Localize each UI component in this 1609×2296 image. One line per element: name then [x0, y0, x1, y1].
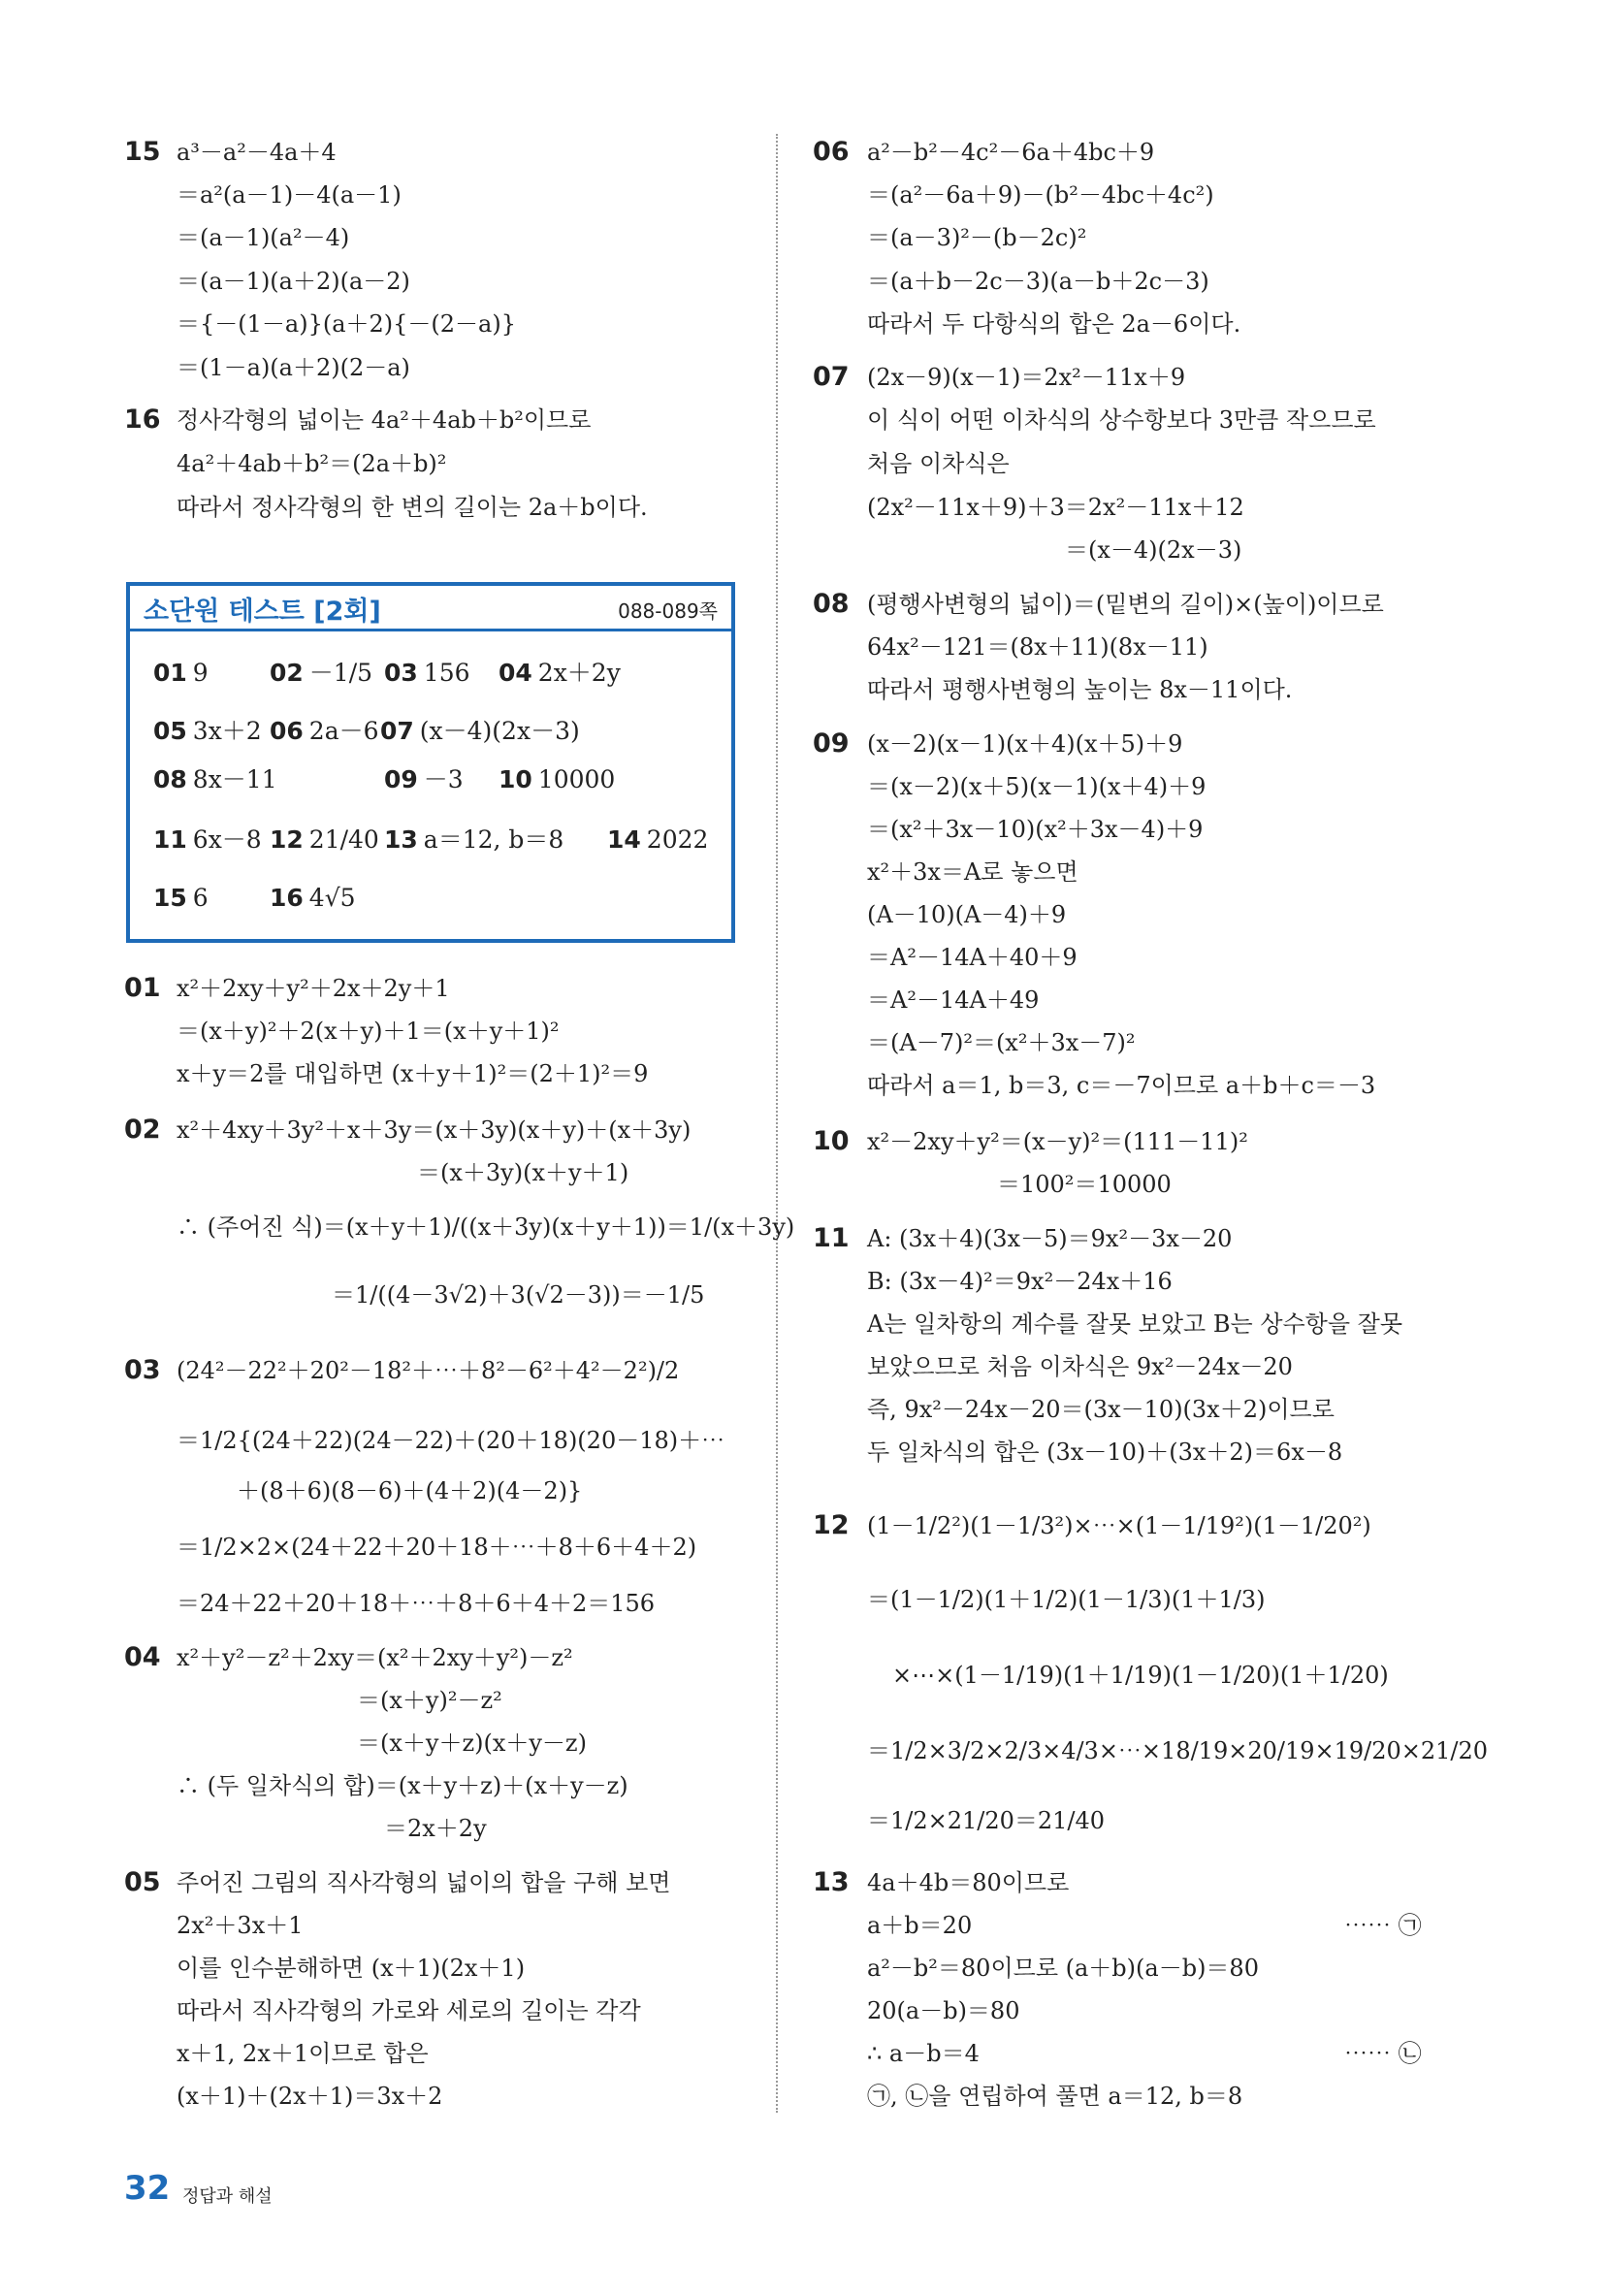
problem-number-12: 12 [813, 1510, 850, 1540]
solution-line: ＝(x－4)(2x－3) [1065, 536, 1242, 564]
solution-line: 따라서 평행사변형의 높이는 8x－11이다. [867, 676, 1293, 703]
problem-number-10: 10 [813, 1126, 850, 1156]
solution-line: ＝(x²＋3x－10)(x²＋3x－4)＋9 [867, 816, 1204, 843]
solution-line: ㉠, ㉡을 연립하여 풀면 a＝12, b＝8 [867, 2083, 1243, 2110]
solution-line: ＝1/((4－3√2)＋3(√2－3))＝－1/5 [332, 1281, 705, 1309]
solution-line: ＝24＋22＋20＋18＋⋯＋8＋6＋4＋2＝156 [177, 1590, 656, 1617]
solution-line: A는 일차항의 계수를 잘못 보았고 B는 상수항을 잘못 [867, 1310, 1403, 1338]
equation-mark-2: ⋯⋯ ㉡ [1344, 2040, 1422, 2067]
answer-item: 16 4√5 [270, 884, 356, 912]
solution-line: ＝(x＋y)²－z² [357, 1687, 502, 1714]
solution-line: 이 식이 어떤 이차식의 상수항보다 3만큼 작으므로 [867, 406, 1376, 434]
answer-item: 05 3x＋2 [153, 717, 262, 745]
answer-item: 08 8x－11 [153, 765, 277, 793]
solution-line: ＝(x－2)(x＋5)(x－1)(x＋4)＋9 [867, 773, 1207, 800]
solution-line: 처음 이차식은 [867, 450, 1010, 477]
solution-line: 정사각형의 넓이는 4a²＋4ab＋b²이므로 [177, 406, 592, 434]
box-title: 소단원 테스트 [2회] [144, 597, 381, 627]
solution-line: 따라서 직사각형의 가로와 세로의 길이는 각각 [177, 1997, 641, 2024]
problem-number-04: 04 [124, 1642, 161, 1672]
column-divider [776, 134, 778, 2113]
solution-line: ＋(8＋6)(8－6)＋(4＋2)(4－2)} [237, 1477, 583, 1504]
solution-line: ＝(x＋y)²＋2(x＋y)＋1＝(x＋y＋1)² [177, 1018, 560, 1045]
solution-line: ＝A²－14A＋40＋9 [867, 944, 1078, 971]
solution-line: x²＋4xy＋3y²＋x＋3y＝(x＋3y)(x＋y)＋(x＋3y) [177, 1116, 692, 1144]
solution-line: (2x－9)(x－1)＝2x²－11x＋9 [867, 364, 1186, 391]
solution-line: (2x²－11x＋9)＋3＝2x²－11x＋12 [867, 494, 1244, 521]
solution-line: (1－1/2²)(1－1/3²)×⋯×(1－1/19²)(1－1/20²) [867, 1512, 1371, 1539]
solution-line: ＝(A－7)²＝(x²＋3x－7)² [867, 1029, 1136, 1056]
answer-item: 06 2a－6 [270, 717, 379, 745]
solution-line: (x－2)(x－1)(x＋4)(x＋5)＋9 [867, 730, 1183, 758]
answer-item: 02 －1/5 [270, 659, 373, 687]
solution-line: ＝1/2×2×(24＋22＋20＋18＋⋯＋8＋6＋4＋2) [177, 1534, 697, 1561]
solution-line: ×⋯×(1－1/19)(1＋1/19)(1－1/20)(1＋1/20) [892, 1662, 1389, 1689]
solution-line: ＝(1－1/2)(1＋1/2)(1－1/3)(1＋1/3) [867, 1586, 1266, 1613]
unit-test-answer-box [126, 582, 735, 943]
solution-line: x²＋2xy＋y²＋2x＋2y＋1 [177, 975, 450, 1002]
solution-line: ＝(a－1)(a＋2)(a－2) [177, 268, 410, 295]
solution-line: ＝(a²－6a＋9)－(b²－4bc＋4c²) [867, 181, 1214, 209]
solution-line: A: (3x＋4)(3x－5)＝9x²－3x－20 [867, 1225, 1233, 1252]
solution-line: ＝(x＋y＋z)(x＋y－z) [357, 1730, 587, 1757]
problem-number-01: 01 [124, 973, 161, 1003]
problem-number-08: 08 [813, 589, 850, 619]
answer-item: 10 10000 [499, 765, 616, 793]
solution-line: ＝(x＋3y)(x＋y＋1) [417, 1159, 629, 1186]
answer-item: 04 2x＋2y [499, 659, 621, 687]
answer-item: 15 6 [153, 884, 209, 912]
answer-item: 12 21/40 [270, 825, 379, 854]
solution-line: 따라서 두 다항식의 합은 2a－6이다. [867, 310, 1241, 338]
solution-line: 2x²＋3x＋1 [177, 1912, 304, 1939]
solution-line: ∴ (주어진 식)＝(x＋y＋1)/((x＋3y)(x＋y＋1))＝1/(x＋3y) [177, 1213, 795, 1241]
solution-line: B: (3x－4)²＝9x²－24x＋16 [867, 1268, 1173, 1295]
solution-line: a³－a²－4a＋4 [177, 139, 337, 166]
solution-line: ＝(a－1)(a²－4) [177, 224, 350, 251]
answer-item: 07 (x－4)(2x－3) [380, 717, 580, 745]
answer-item: 11 6x－8 [153, 825, 262, 854]
problem-number-11: 11 [813, 1223, 850, 1253]
solution-line: (x＋1)＋(2x＋1)＝3x＋2 [177, 2083, 443, 2110]
solution-line: 보았으므로 처음 이차식은 9x²－24x－20 [867, 1353, 1293, 1380]
problem-number-16: 16 [124, 404, 161, 435]
solution-line: x＋y＝2를 대입하면 (x＋y＋1)²＝(2＋1)²＝9 [177, 1060, 649, 1087]
solution-line: x²＋y²－z²＋2xy＝(x²＋2xy＋y²)－z² [177, 1644, 573, 1671]
solution-line: ＝a²(a－1)－4(a－1) [177, 181, 402, 209]
solution-line: ＝(a－3)²－(b－2c)² [867, 224, 1087, 251]
solution-line: ＝{－(1－a)}(a＋2){－(2－a)} [177, 310, 516, 338]
solution-line: (평행사변형의 넓이)＝(밑변의 길이)×(높이)이므로 [867, 591, 1384, 618]
problem-number-07: 07 [813, 362, 850, 392]
solution-line: x²＋3x＝A로 놓으면 [867, 858, 1078, 886]
footer-label: 정답과 해설 [182, 2186, 273, 2207]
solution-line: a²－b²＝80이므로 (a＋b)(a－b)＝80 [867, 1955, 1259, 1982]
solution-line: 두 일차식의 합은 (3x－10)＋(3x＋2)＝6x－8 [867, 1439, 1343, 1466]
solution-line: 따라서 a＝1, b＝3, c＝－7이므로 a＋b＋c＝－3 [867, 1072, 1376, 1099]
problem-number-15: 15 [124, 137, 161, 167]
solution-line: ＝(1－a)(a＋2)(2－a) [177, 354, 410, 381]
problem-number-05: 05 [124, 1867, 161, 1897]
solution-line: 주어진 그림의 직사각형의 넓이의 합을 구해 보면 [177, 1869, 671, 1896]
solution-line: ＝1/2×21/20＝21/40 [867, 1807, 1106, 1834]
solution-line: ＝100²＝10000 [997, 1171, 1172, 1198]
solution-line: 4a²＋4ab＋b²＝(2a＋b)² [177, 450, 447, 477]
solution-line: ＝A²－14A＋49 [867, 986, 1040, 1014]
solution-line: a＋b＝20 [867, 1912, 973, 1939]
solution-line: ∴ (두 일차식의 합)＝(x＋y＋z)＋(x＋y－z) [177, 1772, 628, 1799]
solution-line: a²－b²－4c²－6a＋4bc＋9 [867, 139, 1155, 166]
problem-number-03: 03 [124, 1355, 161, 1385]
solution-line: ＝(a＋b－2c－3)(a－b＋2c－3) [867, 268, 1209, 295]
solution-line: ＝1/2{(24＋22)(24－22)＋(20＋18)(20－18)＋⋯ [177, 1427, 725, 1454]
problem-number-09: 09 [813, 728, 850, 759]
problem-number-06: 06 [813, 137, 850, 167]
solution-line: 20(a－b)＝80 [867, 1997, 1020, 2024]
solution-line: x²－2xy＋y²＝(x－y)²＝(111－11)² [867, 1128, 1248, 1155]
solution-line: 이를 인수분해하면 (x＋1)(2x＋1) [177, 1955, 526, 1982]
answer-item: 14 2022 [607, 825, 709, 854]
answer-item: 13 a＝12, b＝8 [384, 825, 564, 854]
equation-mark-1: ⋯⋯ ㉠ [1344, 1912, 1422, 1939]
solution-line: 64x²－121＝(8x＋11)(8x－11) [867, 633, 1208, 661]
problem-number-02: 02 [124, 1115, 161, 1145]
answer-item: 01 9 [153, 659, 209, 687]
solution-line: (A－10)(A－4)＋9 [867, 901, 1067, 928]
solution-line: ＝1/2×3/2×2/3×4/3×⋯×18/19×20/19×19/20×21/20 [867, 1737, 1489, 1764]
solution-line: x＋1, 2x＋1이므로 합은 [177, 2040, 429, 2067]
solution-line: ∴ a－b＝4 [867, 2040, 980, 2067]
box-header [130, 586, 731, 631]
answer-item: 03 156 [384, 659, 470, 687]
solution-line: 4a＋4b＝80이므로 [867, 1869, 1070, 1896]
box-page-range: 088-089쪽 [618, 599, 718, 623]
page-number: 32 [124, 2169, 171, 2208]
solution-line: 즉, 9x²－24x－20＝(3x－10)(3x＋2)이므로 [867, 1396, 1335, 1423]
solution-line: 따라서 정사각형의 한 변의 길이는 2a＋b이다. [177, 494, 648, 521]
solution-line: (24²－22²＋20²－18²＋⋯＋8²－6²＋4²－2²)/2 [177, 1357, 680, 1384]
answer-item: 09 －3 [384, 765, 464, 793]
problem-number-13: 13 [813, 1867, 850, 1897]
solution-line: ＝2x＋2y [384, 1815, 487, 1842]
